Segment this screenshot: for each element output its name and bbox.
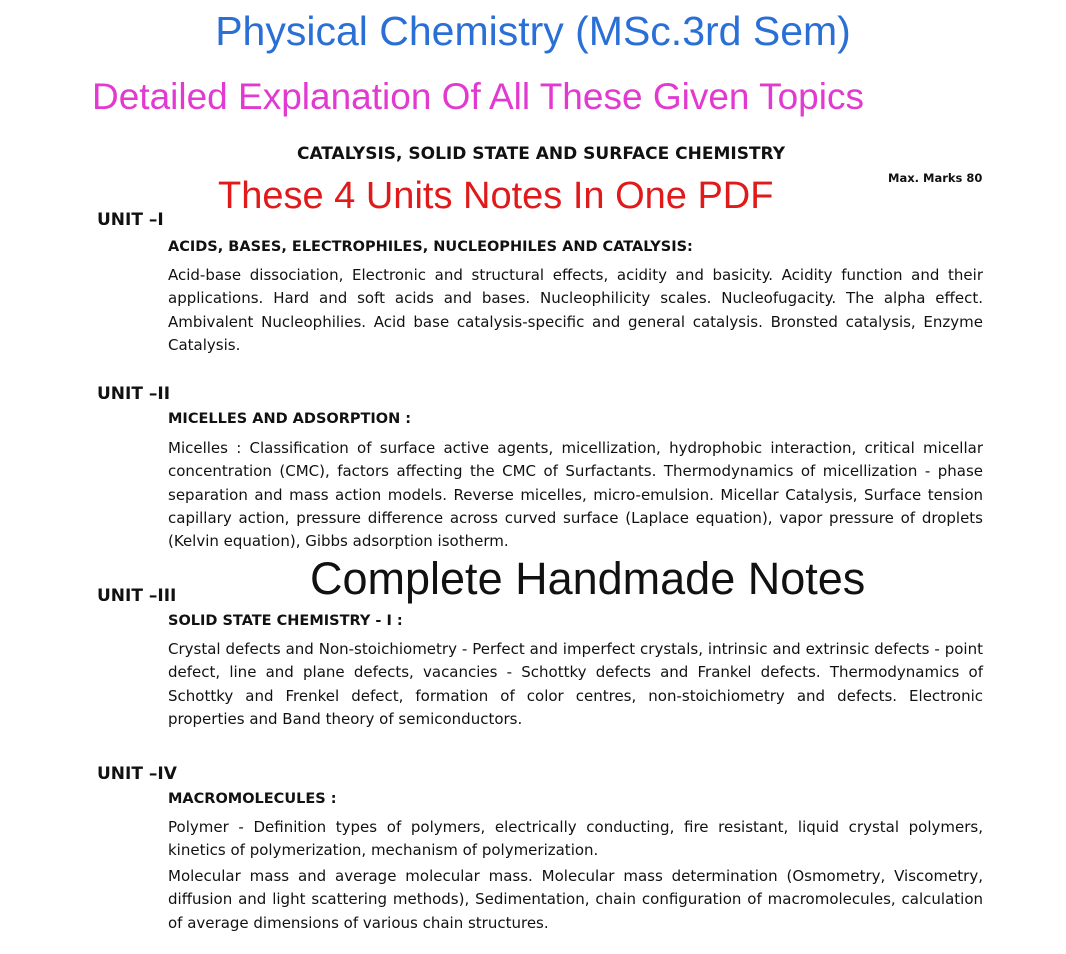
handmade-notes-banner: Complete Handmade Notes <box>310 553 866 604</box>
course-title-banner: Physical Chemistry (MSc.3rd Sem) <box>215 8 851 54</box>
unit-2-topic: MICELLES AND ADSORPTION : <box>168 411 412 427</box>
unit-3-paragraph-1: Crystal defects and Non-stoichiometry - Perfect and imperfect crystals, intrinsic and extrinsic defects - point defect, line and plane defects, vacancies - Schottky defects and Frankel defects. Thermodynamics of Schottky and Frenkel defect, formation of color centres, non-stoichiometry and defects. Electronic properties and Band theory of semiconductors. <box>168 640 983 728</box>
unit-3-topic: SOLID STATE CHEMISTRY - I : <box>168 613 403 629</box>
subtitle-banner: Detailed Explanation Of All These Given Topics <box>92 76 864 117</box>
syllabus-heading: CATALYSIS, SOLID STATE AND SURFACE CHEMISTRY <box>296 144 786 164</box>
unit-4-paragraph-2: Molecular mass and average molecular mass. Molecular mass determination (Osmometry, Viscometry, diffusion and light scattering methods), Sedimentation, chain configuration of macromolecules, calculation of average dimensions of various chain structures. <box>168 867 983 932</box>
unit-2-paragraph-1: Micelles : Classification of surface active agents, micellization, hydrophobic interaction, critical micellar concentration (CMC), factors affecting the CMC of Surfactants. Thermodynamics of micellization - phase separation and mass action models. Reverse micelles, micro-emulsion. Micellar Catalysis, Surface tension capillary action, pressure difference across curved surface (Laplace equation), vapor pressure of droplets (Kelvin equation), Gibbs adsorption isotherm. <box>168 439 983 551</box>
unit-4-label: UNIT –IV <box>97 764 177 784</box>
unit-1-paragraph-1: Acid-base dissociation, Electronic and structural effects, acidity and basicity. Acidity function and their applications. Hard and soft acids and bases. Nucleophilicity scales. Nucleofugacity. The alpha effect. Ambivalent Nucleophilies. Acid base catalysis-specific and general catalysis. Bronsted catalysis, Enzyme Catalysis. <box>168 266 983 354</box>
unit-1-label: UNIT –I <box>97 210 164 230</box>
unit-4-topic: MACROMOLECULES : <box>168 791 337 807</box>
unit-2-label: UNIT –II <box>97 384 171 404</box>
max-marks-label: Max. Marks 80 <box>888 171 983 185</box>
unit-4-paragraph-1: Polymer - Definition types of polymers, electrically conducting, fire resistant, liquid crystal polymers, kinetics of polymerization, mechanism of polymerization. <box>168 818 983 860</box>
unit-1-topic: ACIDS, BASES, ELECTROPHILES, NUCLEOPHILES AND CATALYSIS: <box>168 239 693 255</box>
unit-3-label: UNIT –III <box>97 586 177 606</box>
units-note-banner: These 4 Units Notes In One PDF <box>218 175 774 217</box>
